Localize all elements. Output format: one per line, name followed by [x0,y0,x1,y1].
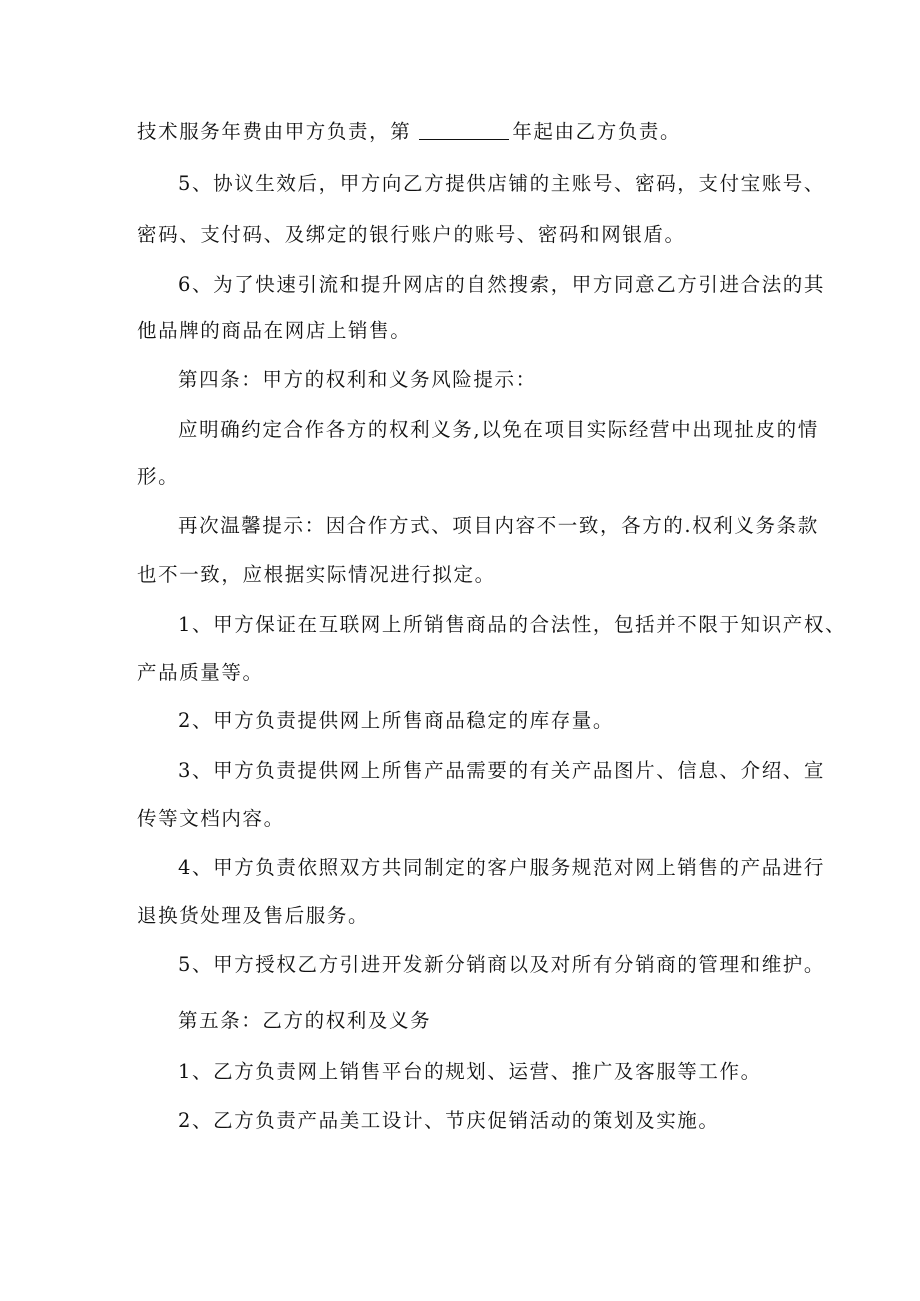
paragraph-line-17: 5、甲方授权乙方引进开发新分销商以及对所有分销商的管理和维护。 [178,953,826,976]
paragraph-line-19: 1、乙方负责网上销售平台的规划、运营、推广及客服等工作。 [178,1060,762,1083]
paragraph-line-3: 6、为了快速引流和提升网店的自然搜索，甲方同意乙方引进合法的其 [178,273,826,296]
section-heading-4: 第四条：甲方的权利和义务风险提示： [178,368,537,391]
paragraph-line-11: 产品质量等。 [137,661,264,684]
paragraph-line-8: 再次温馨提示：因合作方式、项目内容不一致，各方的.权利义务条款 [178,514,819,537]
paragraph-line-1: 5、协议生效后，甲方向乙方提供店铺的主账号、密码，支付宝账号、 [178,172,826,195]
section-heading-5: 第五条：乙方的权利及义务 [178,1009,432,1032]
paragraph-line-15: 4、甲方负责依照双方共同制定的客户服务规范对网上销售的产品进行 [178,856,826,879]
paragraph-line-6: 应明确约定合作各方的权利义务,以免在项目实际经营中出现扯皮的情 [178,418,819,441]
paragraph-line-7: 形。 [137,465,180,488]
paragraph-line-16: 退换货处理及售后服务。 [137,904,370,927]
paragraph-line-0 [137,118,817,146]
paragraph-line-4: 他品牌的商品在网店上销售。 [137,319,412,342]
paragraph-line-9: 也不一致，应根据实际情况进行拟定。 [137,563,496,586]
paragraph-line-13: 3、甲方负责提供网上所售产品需要的有关产品图片、信息、介绍、宣 [178,759,826,782]
paragraph-line-14: 传等文档内容。 [137,807,285,830]
paragraph-line-2: 密码、支付码、及绑定的银行账户的账号、密码和网银盾。 [137,223,686,246]
line-0-before: 技术服务年费由甲方负责，第 [137,120,412,143]
paragraph-line-12: 2、甲方负责提供网上所售商品稳定的库存量。 [178,709,615,732]
paragraph-line-10: 1、甲方保证在互联网上所销售商品的合法性，包括并不限于知识产权、 [178,613,847,636]
paragraph-line-20: 2、乙方负责产品美工设计、节庆促销活动的策划及实施。 [178,1109,720,1132]
line-0-after: 年起由乙方负责。 [512,120,682,143]
fill-in-blank [419,119,509,140]
